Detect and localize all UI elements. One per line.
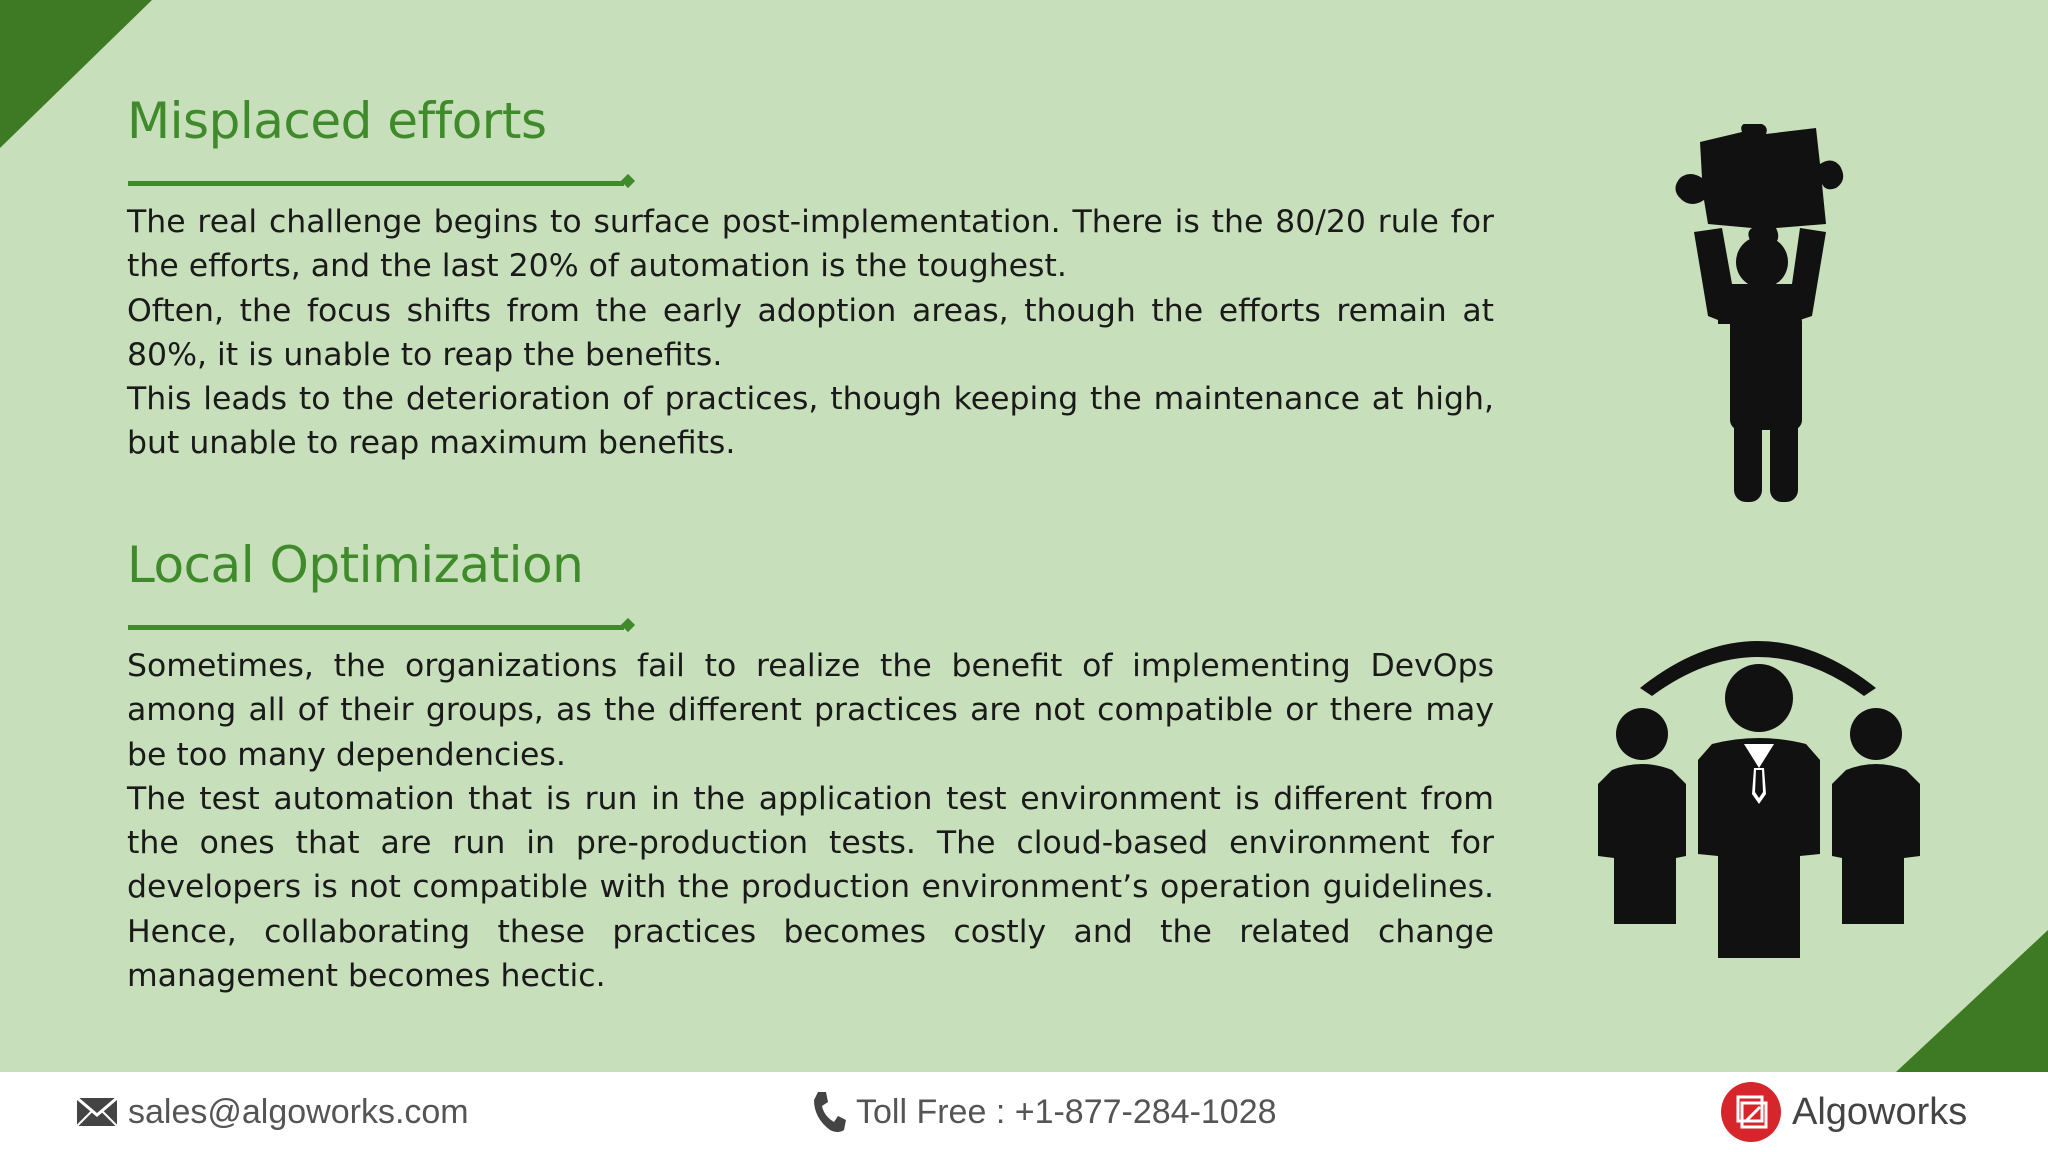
paragraph: Sometimes, the organizations fail to realize the benefit of implementing DevOps among all of their groups, as the different practices are not compatible or there may be too many dependencies. bbox=[127, 648, 1494, 773]
person-holding-puzzle-icon bbox=[1650, 124, 1870, 504]
paragraph: This leads to the deterioration of practices, though keeping the maintenance at high, but unable to reap maximum benefits. bbox=[127, 381, 1494, 462]
section-body-local-optimization bbox=[127, 644, 1494, 998]
paragraph: The test automation that is run in the application test environment is different from the ones that are run in pre-production tests. The cloud-based environment for developers is not compatible with the production environment’s operation guidelines. Hence, collaborating these practices becomes costly and the related change management becomes hectic. bbox=[127, 780, 1494, 995]
section-heading-misplaced-efforts: Misplaced efforts bbox=[127, 92, 547, 150]
footer-email[interactable] bbox=[76, 1072, 469, 1152]
paragraph: The real challenge begins to surface post-implementation. There is the 80/20 rule for the efforts, and the last 20% of automation is the toughest. bbox=[127, 204, 1494, 285]
heading-underline bbox=[128, 181, 624, 186]
envelope-icon bbox=[76, 1097, 118, 1127]
brand-name: Algoworks bbox=[1792, 1090, 1968, 1133]
footer-phone[interactable] bbox=[812, 1072, 1277, 1152]
footer bbox=[0, 1072, 2048, 1152]
footer-brand[interactable] bbox=[1720, 1072, 1967, 1152]
algoworks-logo-icon bbox=[1720, 1081, 1782, 1143]
section-body-misplaced-efforts bbox=[127, 200, 1494, 466]
email-text: sales@algoworks.com bbox=[128, 1092, 469, 1131]
section-heading-local-optimization: Local Optimization bbox=[127, 536, 584, 594]
phone-icon bbox=[812, 1090, 846, 1134]
team-group-icon bbox=[1594, 618, 1924, 960]
phone-text: Toll Free : +1-877-284-1028 bbox=[856, 1092, 1277, 1131]
paragraph: Often, the focus shifts from the early adoption areas, though the efforts remain at 80%, it is unable to reap the benefits. bbox=[127, 292, 1494, 373]
heading-underline bbox=[128, 625, 624, 630]
